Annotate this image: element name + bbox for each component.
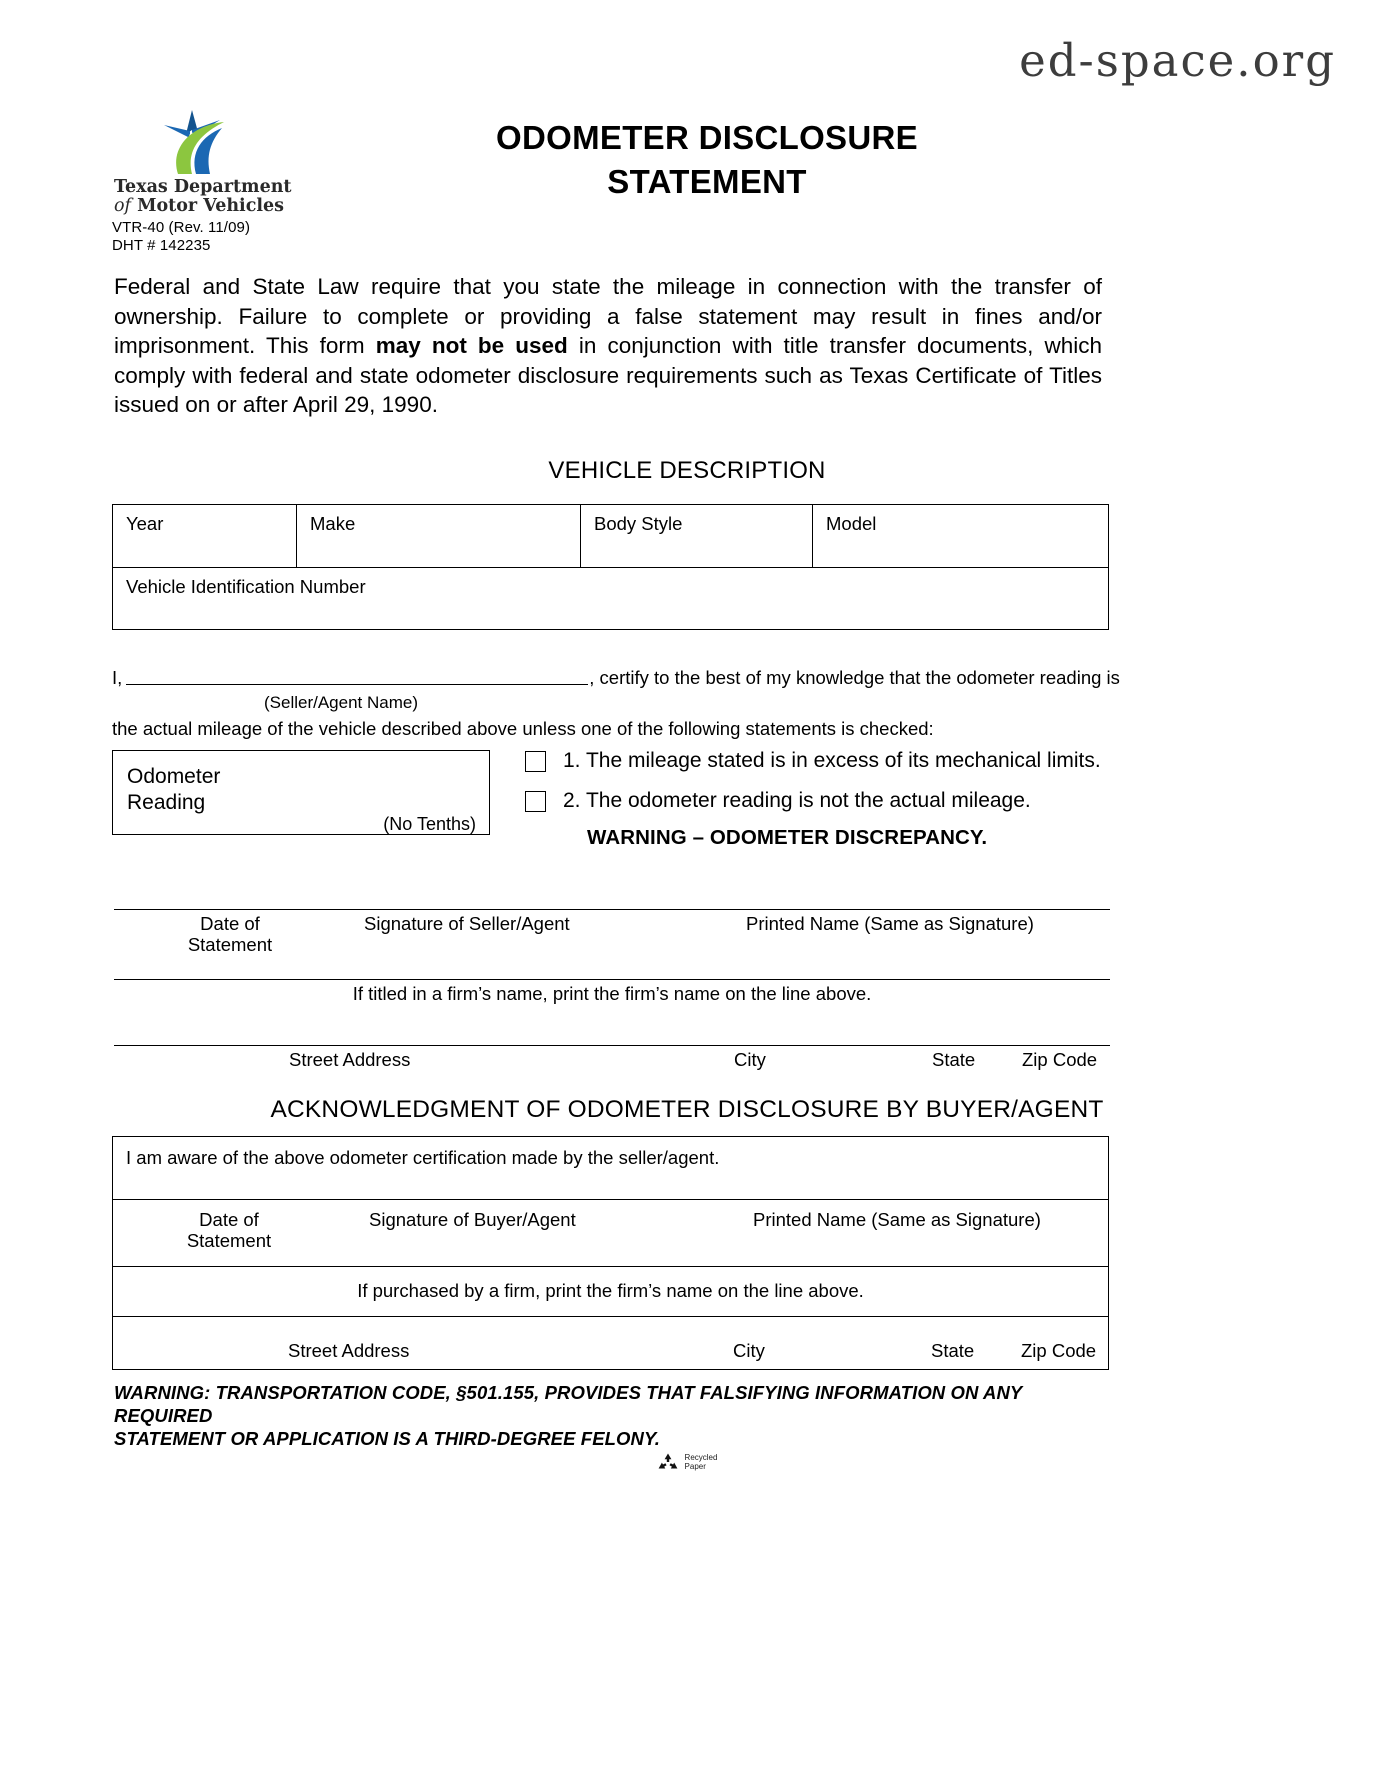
form-header — [0, 108, 1374, 254]
checkbox-number-1: 1. — [563, 749, 581, 772]
field-model[interactable] — [813, 505, 1108, 567]
intro-part2: in conjunction with title transfer documents, which comply with federal and state odometer disclosure requirements such as Texas Certificate of Titles issued on or after April 29, 1990. — [114, 333, 1102, 417]
field-vin[interactable] — [113, 568, 1108, 629]
buyer-city-label: City — [733, 1340, 765, 1361]
form-identifiers — [112, 219, 372, 255]
buyer-printed-name-label: Printed Name (Same as Signature) — [753, 1209, 1041, 1230]
recycle-icon — [657, 1452, 679, 1472]
odometer-reading-labels — [113, 751, 489, 834]
field-make[interactable] — [297, 505, 581, 567]
seller-city-label: City — [734, 1049, 766, 1070]
buyer-date-label — [159, 1209, 299, 1251]
certification-after-blank: , certify to the best of my knowledge that the odometer reading is — [589, 667, 1120, 688]
intro-bold-phrase: may not be used — [375, 333, 568, 358]
seller-printed-name-label: Printed Name (Same as Signature) — [746, 913, 1034, 934]
table-row — [113, 567, 1108, 629]
acknowledgment-heading: ACKNOWLEDGMENT OF ODOMETER DISCLOSURE BY BUYER/AGENT — [270, 1096, 1104, 1123]
exception-checkbox-list — [525, 748, 1125, 850]
buyer-street-address-label: Street Address — [288, 1340, 410, 1361]
field-vin-label: Vehicle Identification Number — [126, 576, 366, 597]
recycled-line1: Recycled — [684, 1453, 718, 1462]
seller-firm-note: If titled in a firm’s name, print the firm’s name on the line above. — [352, 983, 872, 1004]
field-body-style[interactable] — [581, 505, 813, 567]
page-title-line1: ODOMETER DISCLOSURE — [496, 119, 918, 156]
field-year-label: Year — [126, 513, 164, 534]
buyer-date-line1: Date of — [199, 1209, 259, 1230]
felony-warning-line1: WARNING: TRANSPORTATION CODE, §501.155, PROVIDES THAT FALSIFYING INFORMATION ON ANY REQUIRED — [114, 1382, 1023, 1426]
page-title — [300, 116, 1114, 204]
table-row — [113, 505, 1108, 567]
buyer-state-label: State — [931, 1340, 975, 1361]
field-model-label: Model — [826, 513, 877, 534]
intro-paragraph — [114, 272, 1102, 420]
recycled-line2: Paper — [684, 1462, 706, 1471]
certification-lead: I, — [112, 667, 123, 688]
seller-date-label — [160, 913, 300, 955]
buyer-firm-note: If purchased by a firm, print the firm’s name on the line above. — [357, 1280, 864, 1301]
checkbox-label-1 — [563, 748, 1101, 774]
acknowledgment-table — [112, 1136, 1109, 1370]
checkbox-label-2 — [563, 788, 1031, 814]
agency-name-line1: Texas Department — [114, 177, 292, 197]
seller-address-rule — [114, 1045, 1110, 1046]
seller-signature-label: Signature of Seller/Agent — [364, 913, 570, 934]
ack-signature-row[interactable] — [113, 1199, 1108, 1266]
checkbox-text-2: The odometer reading is not the actual mileage. — [585, 789, 1031, 812]
checkbox-text-1: The mileage stated is in excess of its mechanical limits. — [585, 749, 1101, 772]
intro-part1: Federal and State Law require that you state the mileage in connection with the transfer of ownership. Failure to complete or providing a false statement may result in fines and/or imprisonment. This form — [114, 274, 1102, 358]
agency-name-motor-vehicles: Motor Vehicles — [137, 196, 284, 216]
odometer-reading-box[interactable] — [112, 750, 490, 835]
felony-warning-line2: STATEMENT OR APPLICATION IS A THIRD-DEGREE FELONY. — [114, 1428, 660, 1449]
agency-name-of: of — [114, 196, 132, 216]
seller-firm-rule — [114, 979, 1110, 980]
field-make-label: Make — [310, 513, 356, 534]
site-watermark: ed-space.org — [1019, 34, 1336, 87]
checkbox-not-actual-mileage[interactable] — [525, 791, 546, 812]
certification-line-1 — [112, 665, 1120, 690]
buyer-date-line2: Statement — [186, 1230, 272, 1251]
odometer-label-line2: Reading — [127, 791, 206, 814]
buyer-signature-label: Signature of Buyer/Agent — [369, 1209, 576, 1230]
checkbox-number-2: 2. — [563, 789, 581, 812]
recycled-paper-mark — [0, 1452, 1374, 1472]
ack-firm-row[interactable] — [113, 1266, 1108, 1316]
recycled-paper-text — [685, 1453, 718, 1471]
odometer-label-line1: Odometer — [127, 765, 221, 788]
seller-zip-label: Zip Code — [1022, 1049, 1098, 1070]
certification-line-2: the actual mileage of the vehicle described above unless one of the following statements is checked: — [112, 718, 934, 739]
certification-statement — [112, 665, 1120, 741]
field-year[interactable] — [113, 505, 297, 567]
txdmv-star-logo-icon — [130, 108, 280, 176]
seller-signature-rule — [114, 909, 1110, 910]
felony-warning — [114, 1381, 1114, 1450]
seller-agent-name-caption: (Seller/Agent Name) — [264, 693, 419, 712]
odometer-discrepancy-warning: WARNING – ODOMETER DISCREPANCY. — [587, 826, 988, 849]
ack-aware-text: I am aware of the above odometer certification made by the seller/agent. — [126, 1147, 720, 1168]
vehicle-description-heading: VEHICLE DESCRIPTION — [548, 457, 826, 484]
seller-agent-name-blank[interactable] — [126, 670, 588, 685]
vehicle-description-table — [112, 504, 1109, 630]
ack-address-row[interactable] — [113, 1316, 1108, 1369]
seller-date-line2: Statement — [187, 934, 273, 955]
seller-state-label: State — [932, 1049, 976, 1070]
dht-number: DHT # 142235 — [112, 237, 211, 254]
odometer-no-tenths-note: (No Tenths) — [383, 814, 476, 834]
seller-street-address-label: Street Address — [289, 1049, 411, 1070]
field-body-style-label: Body Style — [594, 513, 683, 534]
checkbox-mechanical-limits[interactable] — [525, 751, 546, 772]
buyer-zip-label: Zip Code — [1021, 1340, 1097, 1361]
checkbox-row-2[interactable] — [525, 788, 1125, 814]
checkbox-row-1[interactable] — [525, 748, 1125, 774]
seller-date-line1: Date of — [200, 913, 260, 934]
form-number: VTR-40 (Rev. 11/09) — [112, 219, 251, 236]
page-title-line2: STATEMENT — [607, 163, 807, 200]
ack-aware-row — [113, 1137, 1108, 1199]
